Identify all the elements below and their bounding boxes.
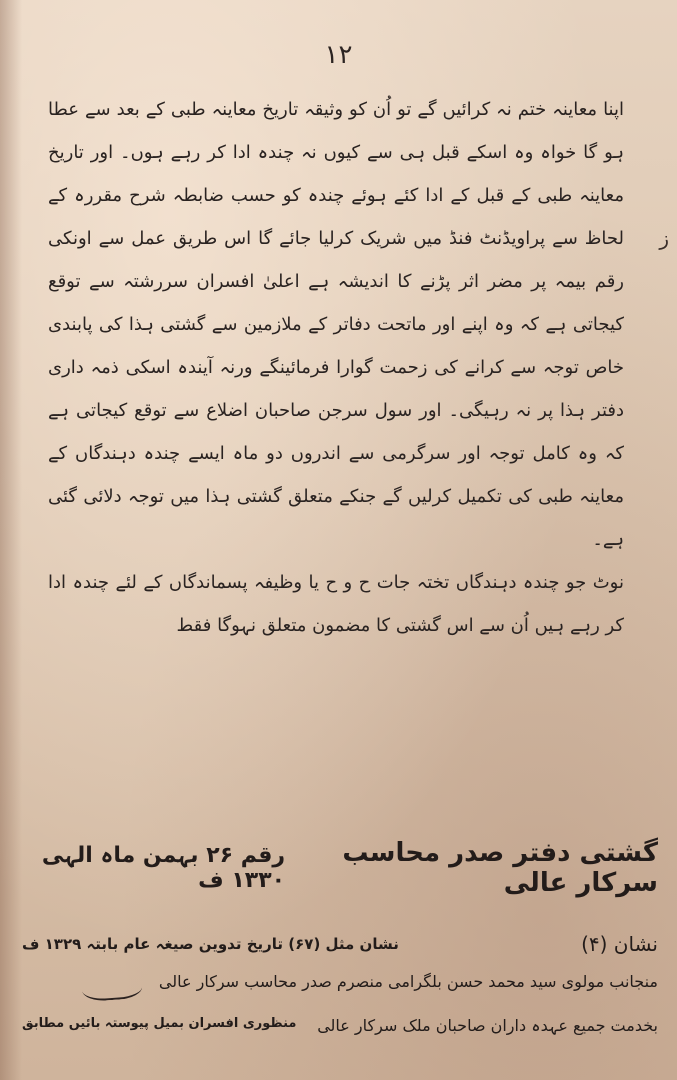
note-paragraph: نوٹ جو چندہ دہندگاں تختہ جات ح و ح یا وظیفہ پسماندگاں کے لئے چندہ ادا کر رہے ہیں اُن سے اس گشتی کا مضمون متعلق نہوگا فقط bbox=[48, 572, 624, 636]
to-row bbox=[22, 1016, 658, 1035]
circular-footer bbox=[22, 838, 658, 1035]
date-heading: رقم ۲۶ بہمن ماہ الہی ۱۳۳۰ ف bbox=[41, 843, 286, 893]
signature: منظوری افسران بمیل پیوستہ بائیں مطابق bbox=[22, 1016, 297, 1031]
body-text bbox=[48, 88, 624, 647]
notice-reference: نشان مثل (۶۷) تاریخ تدوین صیغہ عام بابتہ ۱۳۲۹ ف bbox=[22, 935, 399, 953]
from-line: منجانب مولوی سید محمد حسن بلگرامی منصرم صدر محاسب سرکار عالی bbox=[158, 972, 658, 991]
notice-row bbox=[22, 932, 658, 956]
office-heading: گشتی دفتر صدر محاسب سرکار عالی bbox=[342, 838, 658, 898]
main-paragraph: اپنا معاینہ ختم نہ کرائیں گے تو اُن کو وثیقہ تاریخ معاینہ طبی کے بعد سے عطا ہو گا خواہ وہ اسکے قبل ہی سے کیوں نہ چندہ ادا کر رہے ہوں۔ اور تاریخ معاینہ طبی کے قبل کے ادا کئے ہوئے چندہ کو حسب ضابطہ شرح مقررہ کے لحاظ سے پراویڈنٹ فنڈ میں شریک کرلیا جائے گا اس طریق عمل سے اونکی رقم بیمہ پر مضر اثر پڑنے کا اندیشہ ہے اعلیٰ افسران سررشتہ سے توقع کیجاتی ہے کہ وہ اپنے اور ماتحت دفاتر کے ملازمین سے گشتی ہذا کی پابندی خاص توجہ سے کرانے کی زحمت گوارا فرمائینگے ورنہ آیندہ اسکی ذمہ داری دفتر ہذا پر نہ رہیگی۔ اور سول سرجن صاحبان اضلاع سے توقع کیجاتی ہے کہ وہ کامل توجہ اور سرگرمی سے اندروں دو ماہ ایسے چندہ دہندگاں کے معاینہ طبی کی تکمیل کرلیں گے جنکے متعلق گشتی ہذا میں توجہ دلائی گئی ہے۔ bbox=[48, 99, 624, 550]
to-line: بخدمت جمیع عہدہ داران صاحبان ملک سرکار عالی bbox=[317, 1016, 658, 1035]
from-row bbox=[22, 972, 658, 1000]
margin-mark: ز bbox=[659, 226, 669, 250]
notice-number: نشان (۴) bbox=[581, 932, 658, 956]
page-number: ١٢ bbox=[324, 40, 353, 70]
circular-heading-row bbox=[22, 838, 658, 898]
seal-mark bbox=[81, 970, 143, 1002]
page-edge-shadow bbox=[0, 0, 22, 1080]
